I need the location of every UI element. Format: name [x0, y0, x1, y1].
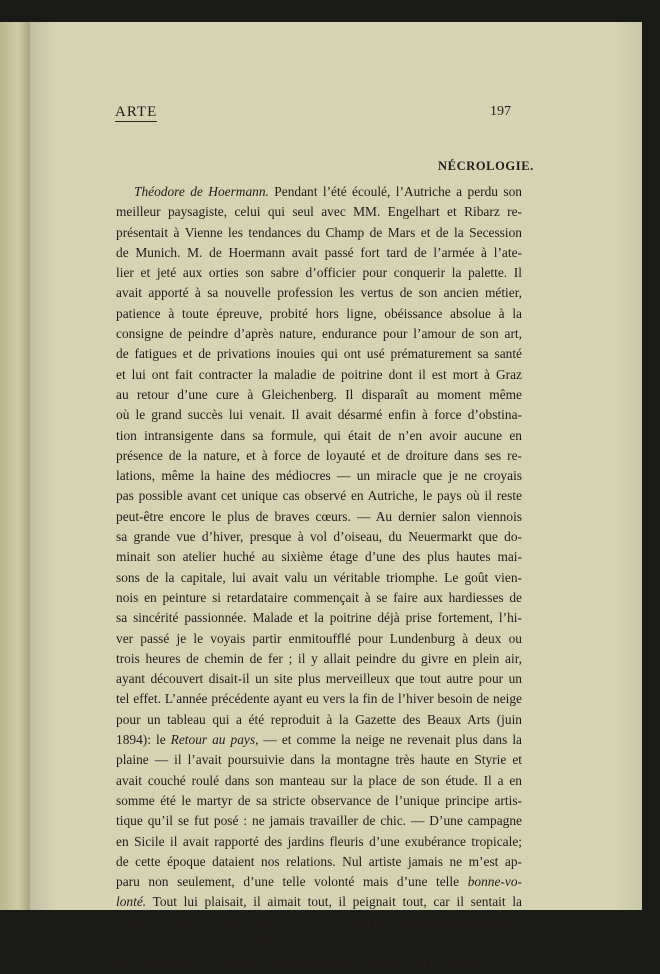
text-line — [116, 223, 522, 243]
text-run: présentait à Vienne les tendances du Champ de Mars et de la Secession — [116, 224, 522, 240]
text-line — [116, 324, 522, 344]
section-title: NÉCROLOGIE. — [438, 159, 534, 173]
text-line — [116, 466, 522, 486]
text-line — [116, 385, 522, 405]
running-title: ARTE — [115, 104, 158, 120]
text-run: où le grand succès lui venait. Il avait désarmé enfin à force d’obstina- — [116, 407, 522, 423]
text-line — [116, 852, 522, 872]
text-run: pas possible avant cet unique cas observé en Autriche, le pays où il reste — [116, 488, 522, 504]
text-run: de fatigues et de privations inouies qui ont usé prématurement sa santé — [116, 346, 522, 362]
text-line — [116, 283, 522, 303]
text-line — [116, 771, 522, 791]
text-run: minait son atelier huché au sixième étage d’une des plus hautes mai- — [116, 549, 522, 565]
text-run: et lui ont fait contracter la maladie de poitrine dont il est mort à Graz — [116, 366, 522, 382]
facing-page-edge — [0, 22, 30, 910]
text-line — [116, 486, 522, 506]
text-line — [116, 243, 522, 263]
italic-run: Théodore de Hoermann. — [134, 184, 269, 199]
text-run: plaine — il l’avait poursuivie dans la montagne très haute en Styrie et — [116, 752, 522, 768]
text-line — [116, 365, 522, 385]
book-page — [30, 22, 642, 971]
text-run: meilleur paysagiste, celui qui seul avec MM. Engelhart et Ribarz re- — [116, 204, 522, 220]
text-run: peut-être encore le plus de braves cœurs. — Au dernier salon viennois — [116, 508, 522, 524]
text-line — [116, 405, 522, 425]
text-run: en Sicile il avait rapporté des jardins fleuris d’une exubérance tropicale; — [116, 833, 522, 849]
text-run: somme été le martyr de sa stricte observance de l’unique principe artis- — [116, 792, 522, 808]
text-line — [116, 649, 522, 669]
text-line — [116, 446, 522, 466]
text-line — [116, 811, 522, 831]
text-run: On a de lui des rues de Paris, des rues de Vienne, des places de Venise, — [116, 934, 522, 950]
text-run: sa grande vue d’hiver, presque à vol d’oiseau, du Neuermarkt que do- — [116, 529, 522, 545]
text-run: sons de la capitale, lui avait valu un véritable triomphe. Le goût vien- — [116, 569, 522, 585]
text-line — [116, 304, 522, 324]
text-line — [116, 263, 522, 283]
text-run: beauté de tout et découvrait en tout la beauté spécialement picturaire. — [116, 914, 522, 930]
text-run: avait couché roulé dans son manteau sur la place de son étude. Il a en — [116, 772, 522, 788]
text-line — [116, 933, 522, 953]
text-run: nois en peinture si retardataire commençait à se faire aux hardiesses de — [116, 589, 522, 605]
italic-run: bonne-vo- — [467, 874, 522, 890]
text-line — [116, 953, 522, 973]
text-line — [116, 872, 522, 892]
text-line — [116, 547, 522, 567]
obituary-paragraph — [116, 182, 522, 974]
text-run: Tout lui plaisait, il aimait tout, il peignait tout, car il sentait la — [146, 894, 522, 910]
text-line — [116, 182, 522, 202]
text-line — [116, 832, 522, 852]
text-run: ayant découvert disait-il un site plus merveilleux que tout autre pour un — [116, 671, 522, 687]
text-run: présence de la nature, et à force de loyauté et de droiture dans ses re- — [116, 447, 522, 463]
text-line — [116, 629, 522, 649]
text-line — [116, 202, 522, 222]
text-run: lations, même la haine des médiocres — un miracle que je ne croyais — [116, 468, 522, 484]
text-run: des panoramas de Sicile, des masures de Moravie, des vergers et des — [116, 955, 522, 971]
text-run: consigne de peindre d’après nature, endurance pour l’amour de son art, — [116, 326, 522, 342]
text-run: tique qu’il se fut posé : ne jamais travailler de chic. — D’une campagne — [116, 813, 522, 829]
text-run: pour un tableau qui a été reproduit à la Gazette des Beaux Arts (juin — [116, 711, 522, 727]
text-run: au retour d’une cure à Gleichenberg. Il disparaît au moment même — [116, 386, 522, 402]
text-line — [116, 669, 522, 689]
text-line — [116, 527, 522, 547]
text-line — [116, 791, 522, 811]
text-run: tion intransigente dans sa formule, qui était de n’en avoir aucune en — [116, 427, 522, 443]
text-run: lier et jeté aux orties son sabre d’officier pour conquerir la palette. Il — [116, 265, 522, 281]
text-run: Pendant l’été écoulé, l’Autriche a perdu son — [268, 184, 522, 199]
text-line — [116, 344, 522, 364]
text-line — [116, 689, 522, 709]
text-line — [116, 730, 522, 750]
text-run: 1894): le — [116, 732, 171, 748]
text-run: de cette époque dataient nos relations. Nul artiste jamais ne m’est ap- — [116, 853, 522, 869]
text-line — [116, 426, 522, 446]
text-run: paru non seulement, d’une telle volonté mais d’une telle — [116, 874, 468, 890]
text-run: patience à toute épreuve, probité hors ligne, obéissance absolue à la — [116, 305, 522, 321]
text-line — [116, 568, 522, 588]
text-line — [116, 588, 522, 608]
text-run: sa sincérité passionnée. Malade et la poitrine déjà prise fortement, l’hi- — [116, 610, 522, 626]
text-line — [116, 710, 522, 730]
text-run: tel effet. L’année précédente ayant eu vers la fin de l’hiver besoin de neige — [116, 691, 522, 707]
text-line — [116, 507, 522, 527]
text-run: trois heures de chemin de fer ; il y allait peindre du givre en plein air, — [116, 650, 522, 666]
italic-run: Retour au pays, — [170, 732, 259, 748]
text-line — [116, 913, 522, 933]
text-line — [116, 892, 522, 912]
italic-run: lonté. — [116, 894, 147, 910]
text-run: ver passé je le voyais partir enmitoufflé pour Lundenburg à deux ou — [116, 630, 522, 646]
text-run: avait apporté à sa nouvelle profession les vertus de son ancien métier, — [116, 285, 522, 301]
text-run: de Munich. M. de Hoermann avait passé fort tard de l’armée à l’ate- — [116, 244, 522, 260]
text-line — [116, 608, 522, 628]
text-line — [116, 750, 522, 770]
text-run: — et comme la neige ne revenait plus dans la — [258, 732, 522, 748]
page-number: 197 — [490, 104, 511, 119]
